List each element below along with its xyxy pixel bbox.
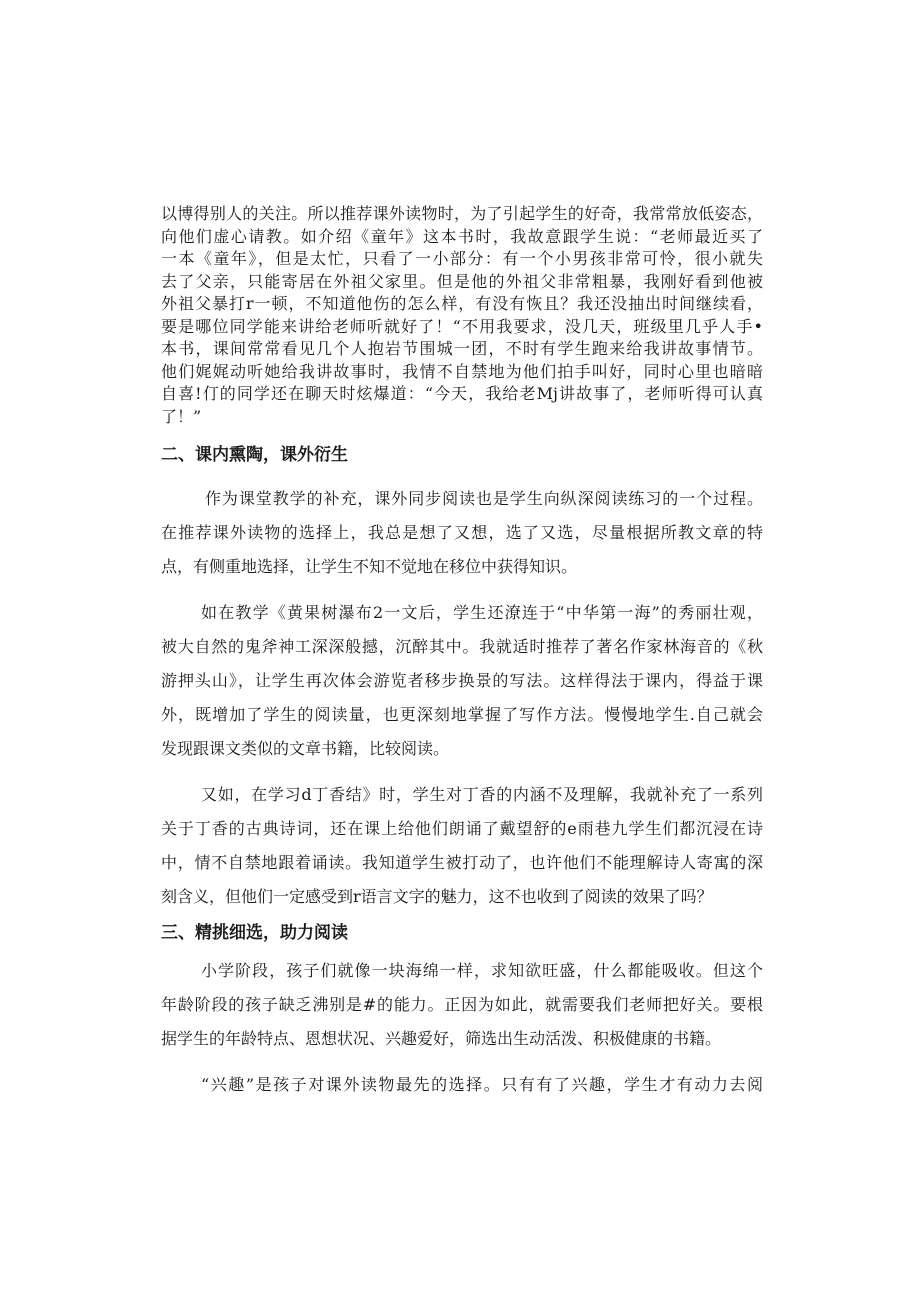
text-line: 去了父亲，只能寄居在外祖父家里。但是他的外祖父非常粗暴，我刚好看到他被 [161, 271, 763, 291]
text-line: 关于丁香的古典诗词，还在课上给他们朗诵了戴望舒的e雨巷九学生们都沉浸在诗 [161, 819, 763, 838]
intro-paragraph [161, 203, 763, 428]
text-line: 又如，在学习d丁香结》时，学生对丁香的内涵不及理解，我就补充了一系列 [201, 785, 763, 804]
text-line: 要是哪位同学能来讲给老师听就好了！“不用我要求，没几天，班级里几乎人手• [161, 316, 763, 336]
text-line: 点，有侧重地选择，让学生不知不觉地在移位中获得知识。 [161, 557, 578, 576]
text-line: 中，情不自禁地跟着诵读。我知道学生被打动了，也许他们不能理解诗人寄寓的深 [161, 853, 763, 872]
section-heading: 三、精挑细选，助力阅读 [161, 923, 348, 943]
text-line: 在推荐课外读物的选择上，我总是想了又想，选了又选，尽量根据所教文章的特 [161, 523, 763, 542]
text-line: 小学阶段，孩子们就像一块海绵一样，求知欲旺盛，什么都能吸收。但这个 [201, 961, 763, 980]
text-line: 以博得别人的关注。所以推荐课外读物时，为了引起学生的好奇，我常常放低姿态， [161, 204, 763, 223]
text-line: 刻含义，但他们一定感受到r语言文字的魅力，这不也收到了阅读的效果了吗？ [161, 887, 713, 906]
text-line: 外祖父暴打r一顿，不知道他伤的怎么样，有没有恢且？我还没抽出时间继续看， [161, 294, 763, 313]
text-line: 本书，课间常常看见几个人抱岩节围城一团，不时有学生跑来给我讲故事情节。 [161, 339, 763, 358]
document-page [161, 203, 763, 1114]
text-line: 年龄阶段的孩子缺乏沸别是#的能力。正因为如此，就需要我们老师把好关。要根 [161, 995, 763, 1014]
text-line: 他们娓娓动听她给我讲故事时，我情不自禁地为他们拍手叫好，同时心里也暗暗 [161, 361, 763, 381]
paragraph [161, 1068, 763, 1102]
text-line: “兴趣”是孩子对课外读物最先的选择。只有有了兴趣，学生才有动力去阅 [201, 1075, 763, 1094]
paragraph [161, 482, 763, 584]
paragraph [161, 778, 763, 914]
text-line: 如在教学《黄果树瀑布2一文后，学生还潦连于“中华第一海”的秀丽壮观， [201, 603, 763, 622]
text-line: 游押头山》，让学生再次体会游览者移步换景的写法。这样得法于课内，得益于课 [161, 671, 763, 690]
text-line: 作为课堂教学的补充，课外同步阅读也是学生向纵深阅读练习的一个过程。 [205, 489, 763, 508]
text-line: 自喜!仃的同学还在聊天时炫爆道：“今天，我给老Mj讲故事了，老师听得可认真 [161, 384, 763, 403]
text-line: 了！” [161, 406, 202, 426]
text-line: 据学生的年龄特点、恩想状况、兴趣爱好，筛选出生动活泼、积极健康的书籍。 [161, 1029, 722, 1048]
text-line: 外，既增加了学生的阅读量，也更深刻地掌握了写作方法。慢慢地学生.自己就会 [161, 705, 763, 724]
text-line: 向他们虚心请教。如介绍《童年》这本书时，我故意跟学生说：“老师最近买了 [161, 226, 763, 246]
paragraph [161, 954, 763, 1056]
text-line: 被大自然的鬼斧神工深深般撼，沉醉其中。我就适时推荐了著名作家林海音的《秋 [161, 637, 763, 656]
text-line: 发现跟课文类似的文章书籍，比较阅读。 [161, 739, 450, 758]
text-line: 一本《童年》，但是太忙，只看了一小部分：有一个小男孩非常可怜，很小就失 [161, 249, 763, 268]
section-heading: 二、课内熏陶，课外衍生 [161, 445, 348, 465]
paragraph [161, 596, 763, 766]
